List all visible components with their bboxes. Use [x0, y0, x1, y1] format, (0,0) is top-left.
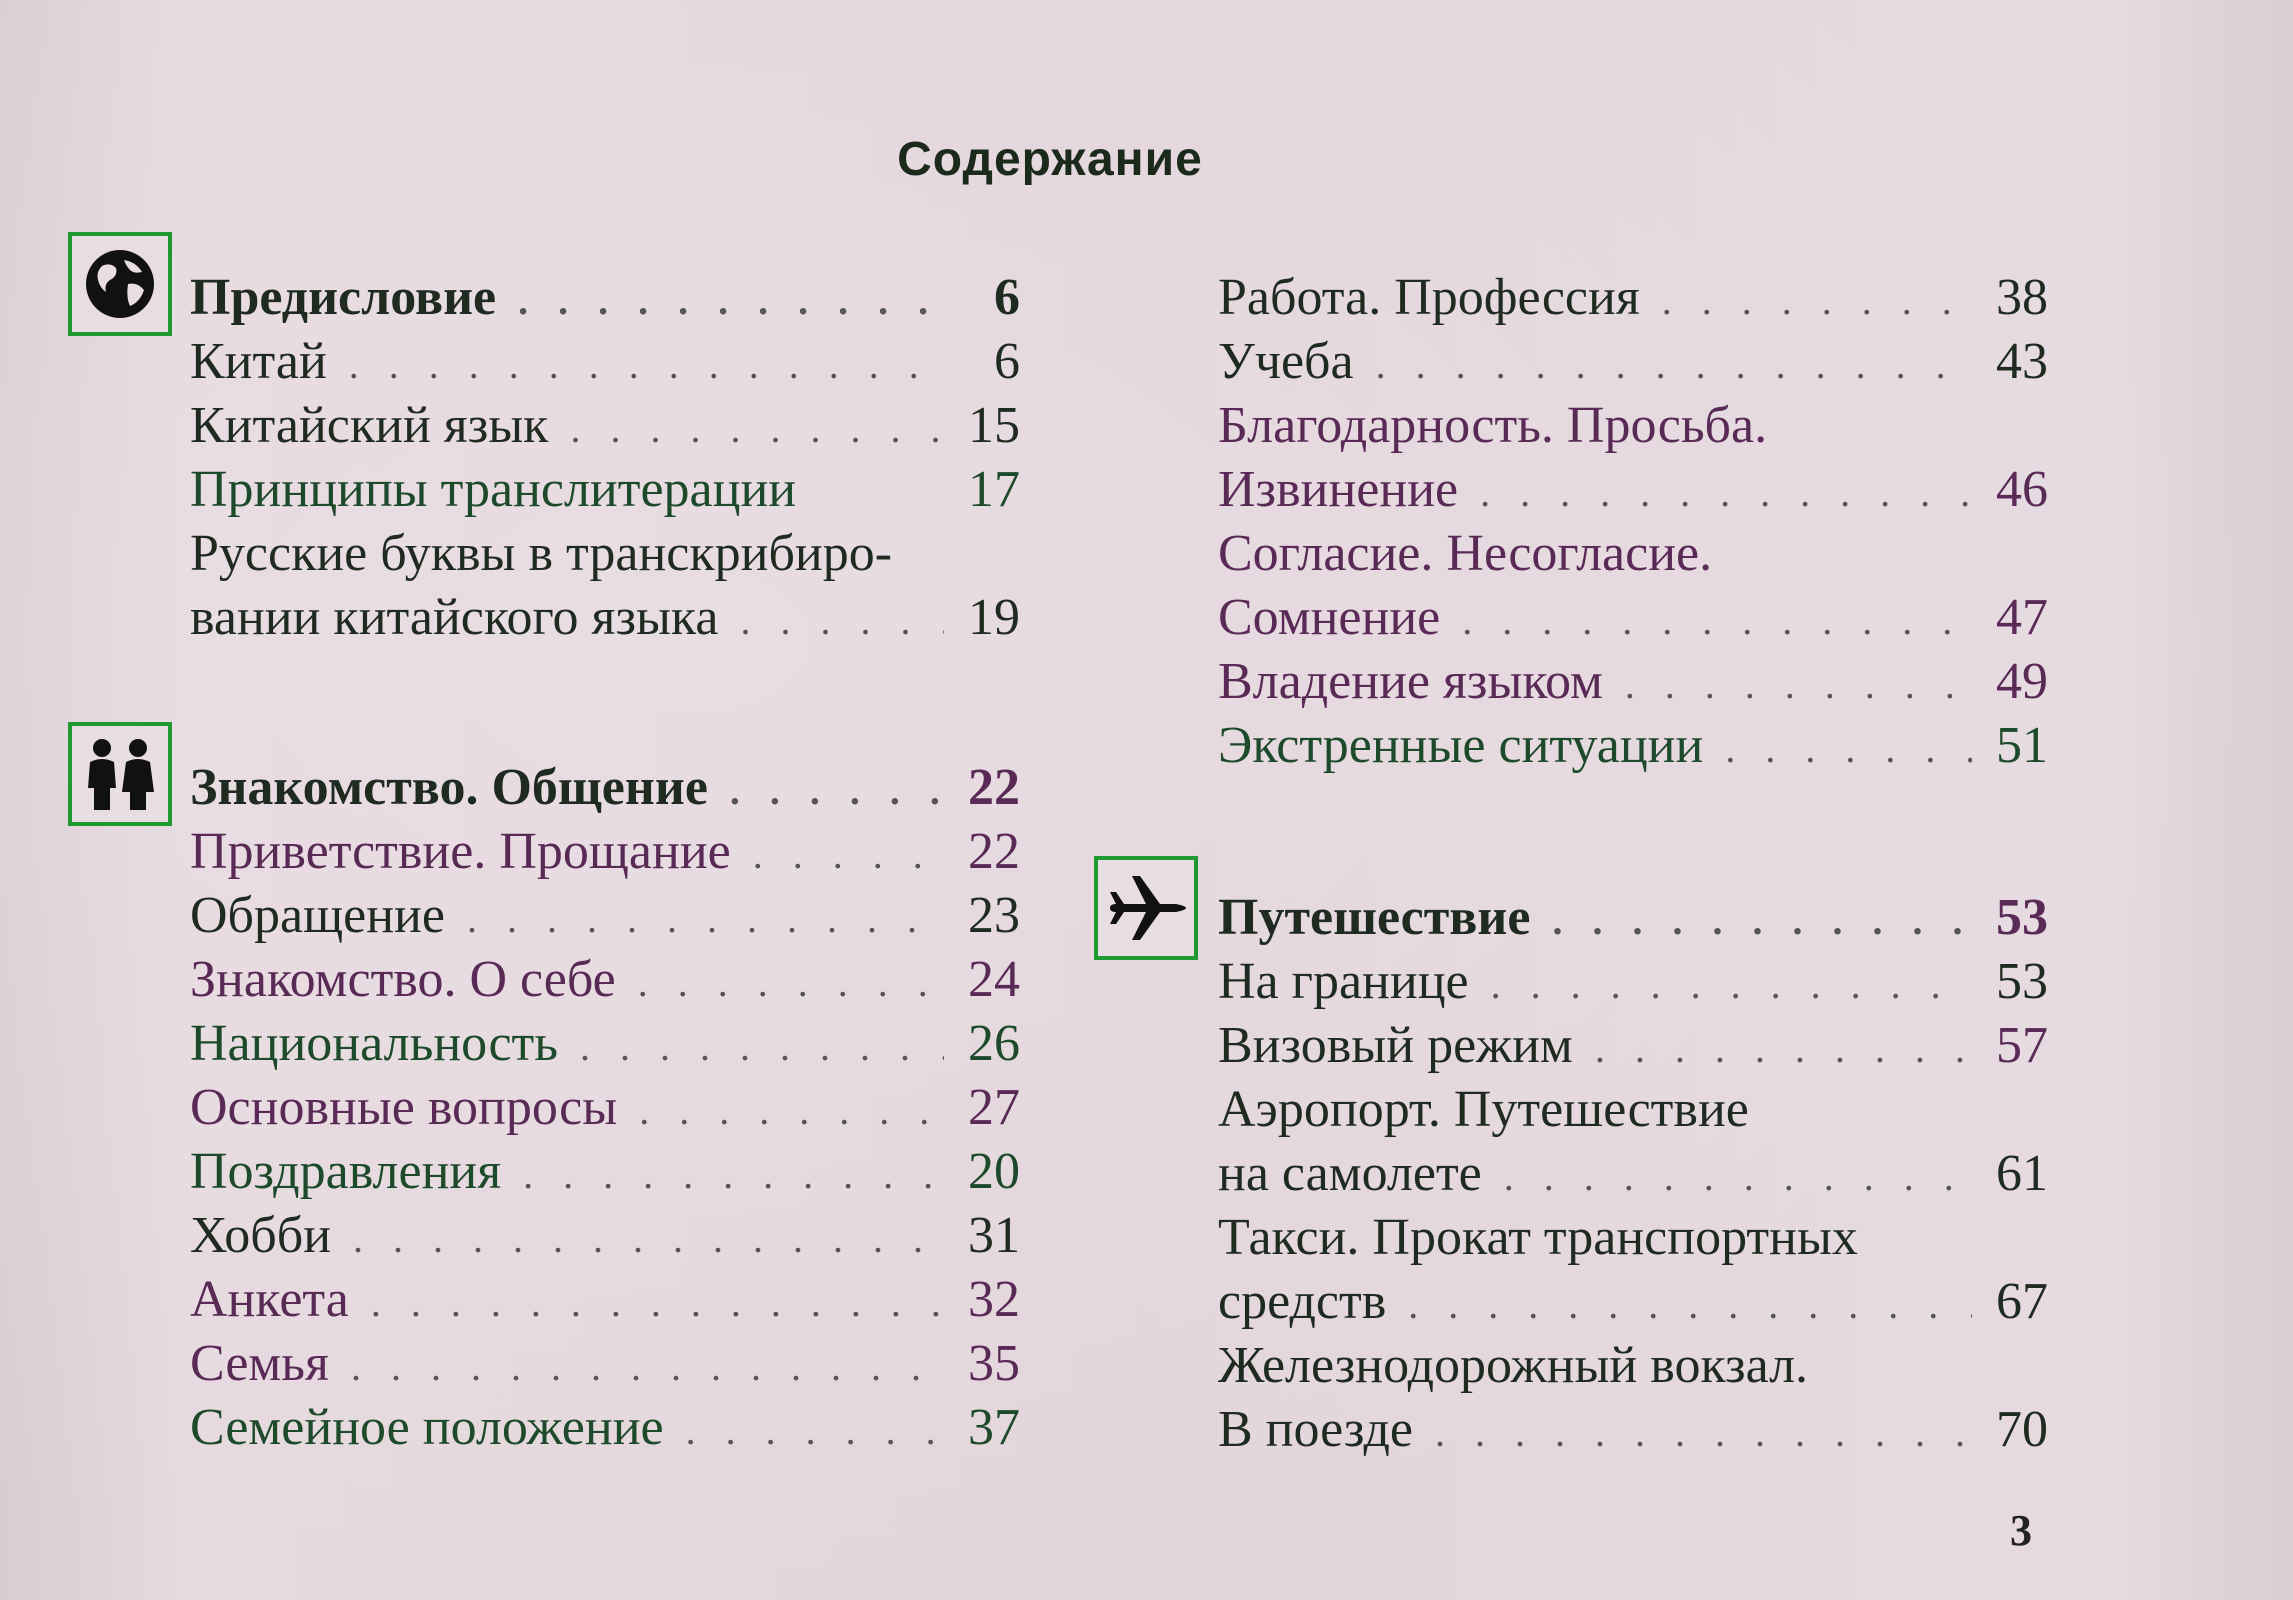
toc-entry[interactable]: Китайский язык . . . 15: [190, 394, 1020, 458]
toc-entry[interactable]: Русские буквы в транскрибиро-: [190, 525, 893, 582]
toc-entry[interactable]: Обращение . . . 23: [190, 884, 1020, 948]
toc-entry[interactable]: Железнодорожный вокзал.: [1218, 1337, 1809, 1394]
page-title: Содержание: [897, 133, 1203, 186]
toc-right-section-2: [1218, 886, 2048, 1462]
toc-entry[interactable]: Экстренные ситуации . . . 51: [1218, 714, 2048, 778]
toc-entry[interactable]: Согласие. Несогласие.: [1218, 525, 1713, 582]
toc-entry[interactable]: Хобби . . . 31: [190, 1204, 1020, 1268]
toc-entry[interactable]: Работа. Профессия . . . 38: [1218, 266, 2048, 330]
toc-entry[interactable]: Предисловие . . . 6: [190, 266, 1020, 330]
toc-entry[interactable]: Владение языком . . . 49: [1218, 650, 2048, 714]
toc-entry[interactable]: Национальность . . . 26: [190, 1012, 1020, 1076]
toc-left-section-2: [190, 756, 1020, 1460]
toc-entry[interactable]: На границе . . . 53: [1218, 950, 2048, 1014]
toc-entry[interactable]: Поздравления . . . 20: [190, 1140, 1020, 1204]
toc-entry[interactable]: Путешествие . . . 53: [1218, 886, 2048, 950]
toc-left-section-1: [190, 266, 1020, 650]
toc-entry[interactable]: Основные вопросы . . . 27: [190, 1076, 1020, 1140]
toc-entry[interactable]: средств . . . 67: [1218, 1270, 2048, 1334]
toc-entry[interactable]: Принципы транслитерации 17: [190, 461, 1020, 518]
airplane-icon: [1094, 856, 1198, 960]
toc-entry[interactable]: Визовый режим . . . 57: [1218, 1014, 2048, 1078]
people-icon: [68, 722, 172, 826]
toc-entry[interactable]: вании китайского языка . . . 19: [190, 586, 1020, 650]
toc-entry[interactable]: Семья . . . 35: [190, 1332, 1020, 1396]
toc-entry[interactable]: Такси. Прокат транспортных: [1218, 1209, 1858, 1266]
toc-entry[interactable]: Учеба . . . 43: [1218, 330, 2048, 394]
toc-entry[interactable]: Сомнение . . . 47: [1218, 586, 2048, 650]
toc-entry[interactable]: Китай . . . 6: [190, 330, 1020, 394]
toc-entry[interactable]: В поезде . . . 70: [1218, 1398, 2048, 1462]
globe-icon: [68, 232, 172, 336]
toc-entry[interactable]: Знакомство. О себе . . . 24: [190, 948, 1020, 1012]
toc-entry[interactable]: Анкета . . . 32: [190, 1268, 1020, 1332]
toc-entry[interactable]: Извинение . . . 46: [1218, 458, 2048, 522]
toc-entry[interactable]: Семейное положение . . . 37: [190, 1396, 1020, 1460]
toc-entry[interactable]: Благодарность. Просьба.: [1218, 397, 1768, 454]
page-number: 3: [2010, 1506, 2032, 1555]
toc-entry[interactable]: на самолете . . . 61: [1218, 1142, 2048, 1206]
toc-right-section-1: [1218, 266, 2048, 778]
toc-entry[interactable]: Аэропорт. Путешествие: [1218, 1081, 1749, 1138]
toc-entry[interactable]: Знакомство. Общение . . . 22: [190, 756, 1020, 820]
toc-entry[interactable]: Приветствие. Прощание . . . 22: [190, 820, 1020, 884]
